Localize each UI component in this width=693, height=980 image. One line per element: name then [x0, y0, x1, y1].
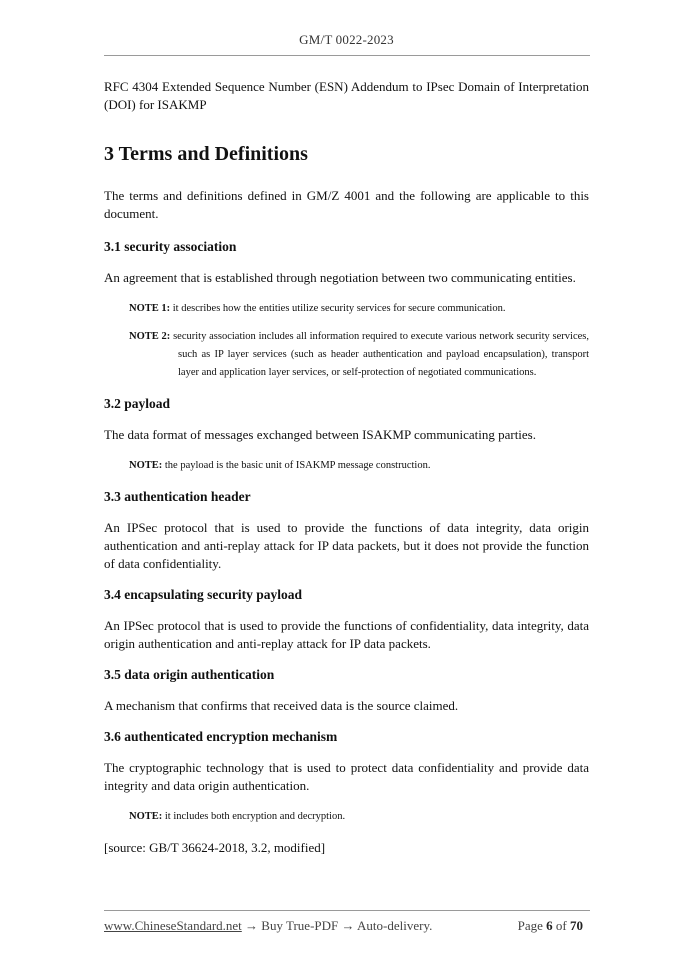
footer-divider — [104, 910, 590, 911]
term-heading-3-3: 3.3 authentication header — [104, 489, 251, 504]
term-note-3-6 — [104, 808, 589, 826]
note-text: it describes how the entities utilize security services for secure communication. — [170, 303, 506, 314]
note-text: it includes both encryption and decryption. — [162, 811, 346, 822]
term-definition-3-6: The cryptographic technology that is used to protect data confidentiality and provide data integrity and data origin authentication. — [104, 760, 589, 793]
term-definition-3-2: The data format of messages exchanged between ISAKMP communicating parties. — [104, 427, 536, 442]
normative-reference-entry: RFC 4304 Extended Sequence Number (ESN) Addendum to IPsec Domain of Interpretation (DOI) for ISAKMP — [104, 79, 589, 112]
note-label: NOTE 1: — [129, 303, 171, 314]
standard-code-header: GM/T 0022-2023 — [299, 32, 394, 47]
note-label: NOTE 2: — [129, 331, 171, 342]
total-page-count: 70 — [570, 918, 583, 933]
section-title: 3 Terms and Definitions — [104, 143, 308, 165]
footer-tagline: → Buy True-PDF → Auto-delivery. — [241, 918, 433, 933]
current-page-number: 6 — [546, 918, 553, 933]
note-label: NOTE: — [129, 460, 163, 471]
footer-promo — [104, 918, 432, 934]
note-text: the payload is the basic unit of ISAKMP message construction. — [162, 460, 431, 471]
term-heading-3-6: 3.6 authenticated encryption mechanism — [104, 729, 338, 744]
term-heading-3-2: 3.2 payload — [104, 396, 171, 411]
header-divider — [104, 55, 590, 56]
term-heading-3-1: 3.1 security association — [104, 239, 237, 254]
term-note-3-1-1 — [104, 300, 589, 318]
term-definition-3-4: An IPSec protocol that is used to provide the functions of confidentiality, data integrity, data origin authentication and anti-replay attack for IP data packets. — [104, 618, 589, 651]
term-note-3-2 — [104, 457, 589, 475]
note-label: NOTE: — [129, 811, 163, 822]
note-text: security association includes all information required to execute various network security services, such as IP layer services (such as header authentication and payload encapsulation), transport layer and application layer services, or self-protection of negotiated communications. — [170, 331, 589, 378]
page-prefix: Page — [517, 918, 547, 933]
term-definition-3-1: An agreement that is established through negotiation between two communicating entities. — [104, 270, 576, 285]
page-body — [104, 78, 589, 857]
section-intro: The terms and definitions defined in GM/Z 4001 and the following are applicable to this document. — [104, 188, 589, 221]
term-note-3-1-2 — [104, 328, 589, 382]
term-definition-3-3: An IPSec protocol that is used to provide the functions of data integrity, data origin authentication and anti-replay attack for IP data packets, but it does not provide the function of data confidentiality. — [104, 520, 589, 571]
term-definition-3-5: A mechanism that confirms that received data is the source claimed. — [104, 698, 459, 713]
term-heading-3-5: 3.5 data origin authentication — [104, 667, 275, 682]
term-source-citation: [source: GB/T 36624-2018, 3.2, modified] — [104, 840, 326, 855]
site-link[interactable]: www.ChineseStandard.net — [104, 918, 242, 933]
page-of: of — [552, 918, 570, 933]
page-indicator — [518, 918, 583, 934]
term-heading-3-4: 3.4 encapsulating security payload — [104, 587, 303, 602]
